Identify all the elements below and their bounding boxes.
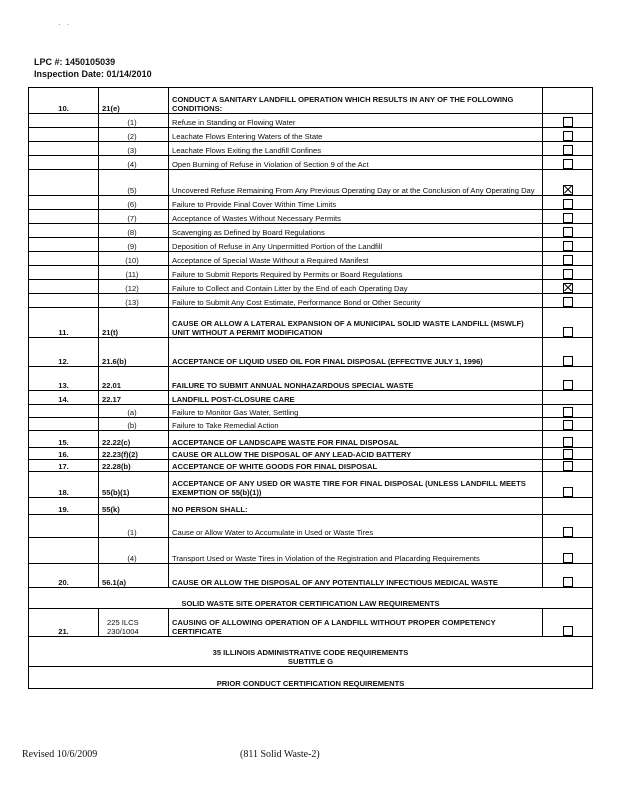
checkbox-cell [543,210,593,224]
checkbox-cell [543,156,593,170]
section-heading-35-iac-line-1: 35 ILLINOIS ADMINISTRATIVE CODE REQUIREMENTS [212,647,409,657]
item-code-line-1: 225 ILCS [107,617,139,627]
checkbox-cell [543,128,593,142]
item-code-line-2: 230/1004 [107,626,139,636]
item-code: 22.28(b) [99,460,169,472]
table-row [29,128,593,142]
item-description: CAUSE OR ALLOW THE DISPOSAL OF ANY LEAD-ACID BATTERY [169,448,543,460]
item-number [29,210,99,224]
item-code: 22.22(c) [99,431,169,448]
item-description: Open Burning of Refuse in Violation of Section 9 of the Act [169,156,543,170]
table-row [29,88,593,114]
violation-checkbox[interactable] [563,269,573,279]
item-code: (13) [99,294,169,308]
item-number [29,114,99,128]
item-description: CONDUCT A SANITARY LANDFILL OPERATION WHICH RESULTS IN ANY OF THE FOLLOWING CONDITIONS: [169,88,543,114]
checkbox-cell [543,196,593,210]
item-code: 22.01 [99,367,169,391]
item-number [29,142,99,156]
item-code: 56.1(a) [99,564,169,588]
item-code: (6) [99,196,169,210]
section-heading-solid-waste: SOLID WASTE SITE OPERATOR CERTIFICATION LAW REQUIREMENTS [29,588,593,609]
item-description: ACCEPTANCE OF LANDSCAPE WASTE FOR FINAL DISPOSAL [169,431,543,448]
table-row [29,460,593,472]
item-number: 20. [29,564,99,588]
item-code: (4) [99,538,169,564]
item-description: Leachate Flows Entering Waters of the State [169,128,543,142]
item-code: (10) [99,252,169,266]
violation-checkbox-checked[interactable] [563,185,573,195]
item-number: 19. [29,498,99,515]
table-row [29,224,593,238]
table-row [29,391,593,405]
item-code: (11) [99,266,169,280]
item-description: Failure to Provide Final Cover Within Time Limits [169,196,543,210]
item-code: 55(b)(1) [99,472,169,498]
violation-checkbox[interactable] [563,117,573,127]
item-code: (b) [99,418,169,431]
table-row [29,308,593,338]
inspection-date-line [34,68,152,80]
item-description: Failure to Submit Any Cost Estimate, Performance Bond or Other Security [169,294,543,308]
table-row [29,156,593,170]
item-description: Scavenging as Defined by Board Regulations [169,224,543,238]
item-number: 21. [29,609,99,637]
item-code: (7) [99,210,169,224]
item-description: Acceptance of Wastes Without Necessary Permits [169,210,543,224]
violation-checkbox[interactable] [563,213,573,223]
table-row [29,431,593,448]
item-description: ACCEPTANCE OF LIQUID USED OIL FOR FINAL DISPOSAL (EFFECTIVE JULY 1, 1996) [169,338,543,367]
violation-checkbox[interactable] [563,327,573,337]
checkbox-cell [543,367,593,391]
item-code: (4) [99,156,169,170]
table-row [29,515,593,538]
violation-checkbox[interactable] [563,255,573,265]
item-number: 16. [29,448,99,460]
table-row [29,472,593,498]
violation-checkbox[interactable] [563,356,573,366]
item-number [29,224,99,238]
violation-checkbox[interactable] [563,131,573,141]
item-number [29,294,99,308]
table-row [29,538,593,564]
table-row [29,338,593,367]
item-number [29,170,99,196]
checkbox-cell [543,294,593,308]
checkbox-cell [543,609,593,637]
item-code [99,609,169,637]
item-description: FAILURE TO SUBMIT ANNUAL NONHAZARDOUS SPECIAL WASTE [169,367,543,391]
table-row [29,170,593,196]
violation-checkbox[interactable] [563,159,573,169]
section-heading-35-iac-line-2: SUBTITLE G [287,656,334,666]
checkbox-cell [543,472,593,498]
item-code: (3) [99,142,169,156]
item-description: CAUSE OR ALLOW THE DISPOSAL OF ANY POTENTIALLY INFECTIOUS MEDICAL WASTE [169,564,543,588]
item-number: 18. [29,472,99,498]
item-number: 11. [29,308,99,338]
item-number [29,196,99,210]
violation-checkbox[interactable] [563,577,573,587]
table-row [29,114,593,128]
violation-checkbox[interactable] [563,227,573,237]
trailing-sections [29,588,593,689]
item-code: 21(e) [99,88,169,114]
table-row [29,280,593,294]
violation-checkbox[interactable] [563,527,573,537]
form-header [34,56,152,80]
checkbox-cell [543,515,593,538]
item-description: Uncovered Refuse Remaining From Any Previous Operating Day or at the Conclusion of Any Operating Day [169,170,543,196]
table-row [29,142,593,156]
item-description: Failure to Take Remedial Action [169,418,543,431]
item-description: Failure to Collect and Contain Litter by the End of each Operating Day [169,280,543,294]
table-row [29,266,593,280]
item-number [29,405,99,418]
item-description: ACCEPTANCE OF ANY USED OR WASTE TIRE FOR FINAL DISPOSAL (UNLESS LANDFILL MEETS EXEMPTION OF 55(b)(1)) [169,472,543,498]
checkbox-cell [543,266,593,280]
checkbox-cell [543,88,593,114]
section-row-35-iac [29,637,593,667]
item-number [29,238,99,252]
table-row-21 [29,609,593,637]
violation-checkbox[interactable] [563,199,573,209]
item-description: Refuse in Standing or Flowing Water [169,114,543,128]
table-row [29,252,593,266]
checkbox-cell [543,280,593,294]
table-row [29,564,593,588]
checkbox-cell [543,170,593,196]
checkbox-cell [543,224,593,238]
checkbox-cell [543,538,593,564]
item-number [29,252,99,266]
violation-checkbox-21[interactable] [563,626,573,636]
checkbox-cell [543,338,593,367]
item-description: ACCEPTANCE OF WHITE GOODS FOR FINAL DISPOSAL [169,460,543,472]
table-row [29,196,593,210]
violation-checkbox[interactable] [563,449,573,459]
section-row-solid-waste [29,588,593,609]
item-number: 12. [29,338,99,367]
violation-checkbox[interactable] [563,553,573,563]
item-number: 17. [29,460,99,472]
violation-checkbox[interactable] [563,241,573,251]
checkbox-cell [543,391,593,405]
item-description: Failure to Submit Reports Required by Permits or Board Regulations [169,266,543,280]
item-code: (a) [99,405,169,418]
item-number: 13. [29,367,99,391]
checkbox-cell [543,460,593,472]
item-number [29,156,99,170]
item-description: NO PERSON SHALL: [169,498,543,515]
violation-checkbox[interactable] [563,380,573,390]
item-code: 55(k) [99,498,169,515]
lpc-line [34,56,152,68]
violation-checkbox-checked[interactable] [563,283,573,293]
item-description: Deposition of Refuse in Any Unpermitted Portion of the Landfill [169,238,543,252]
inspection-date-label: Inspection Date: [34,69,105,79]
table-row [29,294,593,308]
violation-checkbox[interactable] [563,145,573,155]
item-description: Leachate Flows Exiting the Landfill Confines [169,142,543,156]
item-code: (1) [99,114,169,128]
item-number [29,538,99,564]
section-row-prior-conduct [29,667,593,689]
violation-checkbox[interactable] [563,487,573,497]
violation-checkbox[interactable] [563,420,573,430]
violation-checkbox[interactable] [563,461,573,471]
item-code: 22.23(f)(2) [99,448,169,460]
table-row [29,448,593,460]
table-row [29,418,593,431]
item-description: Failure to Monitor Gas Water, Settling [169,405,543,418]
table-row [29,405,593,418]
checkbox-cell [543,252,593,266]
checkbox-cell [543,405,593,418]
item-number [29,266,99,280]
item-description: Acceptance of Special Waste Without a Required Manifest [169,252,543,266]
item-number [29,128,99,142]
checkbox-cell [543,114,593,128]
checkbox-cell [543,238,593,252]
table-row [29,498,593,515]
revision-date: Revised 10/6/2009 [22,749,98,760]
item-code: 21.6(b) [99,338,169,367]
form-id: (811 Solid Waste-2) [240,749,320,760]
checkbox-cell [543,431,593,448]
lpc-number: 1450105039 [65,57,116,67]
item-code: 22.17 [99,391,169,405]
table-row [29,238,593,252]
item-description: Transport Used or Waste Tires in Violation of the Registration and Placarding Requirements [169,538,543,564]
scan-mark: · · [58,20,72,29]
checkbox-cell [543,142,593,156]
item-code: (2) [99,128,169,142]
section-heading-35-iac [29,637,593,667]
item-code: (9) [99,238,169,252]
item-description: CAUSE OR ALLOW A LATERAL EXPANSION OF A MUNICIPAL SOLID WASTE LANDFILL (MSWLF) UNIT WITHOUT A PERMIT MODIFICATION [169,308,543,338]
inspection-date: 01/14/2010 [106,69,152,79]
table-row [29,367,593,391]
violation-checkbox[interactable] [563,437,573,447]
item-description: Cause or Allow Water to Accumulate in Used or Waste Tires [169,515,543,538]
checkbox-cell [543,498,593,515]
item-number: 10. [29,88,99,114]
table-row [29,210,593,224]
item-code: (1) [99,515,169,538]
violation-checkbox[interactable] [563,407,573,417]
checkbox-cell [543,308,593,338]
checkbox-cell [543,448,593,460]
item-code: (8) [99,224,169,238]
item-number: 15. [29,431,99,448]
item-description: LANDFILL POST-CLOSURE CARE [169,391,543,405]
section-heading-prior-conduct: PRIOR CONDUCT CERTIFICATION REQUIREMENTS [29,667,593,689]
violation-checkbox[interactable] [563,297,573,307]
item-number [29,280,99,294]
item-description: CAUSING OF ALLOWING OPERATION OF A LANDFILL WITHOUT PROPER COMPETENCY CERTIFICATE [169,609,543,637]
lpc-label: LPC #: [34,57,63,67]
item-number [29,515,99,538]
violations-table-body [29,88,593,588]
violations-table [28,87,593,689]
item-code: (12) [99,280,169,294]
item-number: 14. [29,391,99,405]
checkbox-cell [543,564,593,588]
item-code: 21(t) [99,308,169,338]
item-number [29,418,99,431]
item-code: (5) [99,170,169,196]
checkbox-cell [543,418,593,431]
